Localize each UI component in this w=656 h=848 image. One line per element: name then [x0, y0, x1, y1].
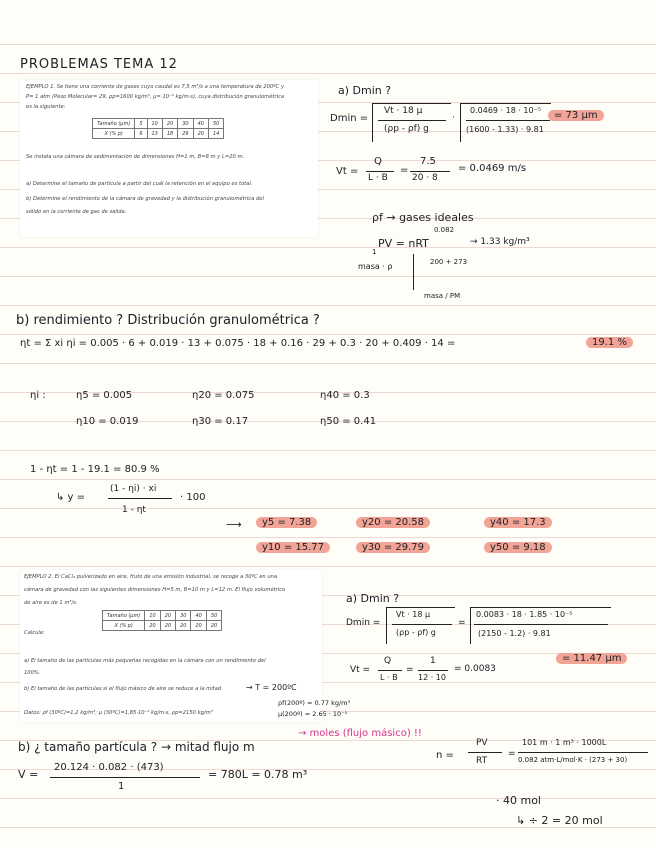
masa-label: masa · ρ — [358, 262, 393, 271]
fraction-bar — [392, 624, 452, 625]
fraction-bar — [410, 171, 450, 172]
equals: = — [458, 618, 466, 628]
n-den: RT — [476, 756, 488, 766]
result-arrow: ⟶ — [226, 518, 242, 531]
vt-num2: 7.5 — [420, 156, 436, 167]
ex2-item: a) El tamaño de las partículas más pequeñas recogidas en la cámara con un rendimiento del — [24, 658, 266, 664]
fraction-bar — [468, 752, 502, 753]
table-cell: Tamaño (μm) — [103, 611, 145, 621]
vt-den2: 20 · 8 — [412, 173, 438, 183]
table-cell: 29 — [178, 129, 193, 139]
ex2-item: b) El tamaño de las partículas si el flujo másico de aire se reduce a la mitad — [24, 686, 222, 692]
rho-f-note: ρf → gases ideales — [372, 211, 474, 224]
vt2-num2: 1 — [430, 656, 436, 666]
dot: · — [452, 113, 455, 123]
fraction-bar — [378, 670, 402, 671]
dmin2-den: (ρp - ρf) g — [396, 628, 436, 637]
table-cell: X (% p) — [93, 129, 135, 139]
pv-equation: PV = nRT — [378, 237, 429, 250]
dmin-den2: (1600 - 1.33) · 9.81 — [466, 125, 544, 134]
y10-result: y10 = 15.77 — [256, 542, 330, 553]
b-label: b) rendimiento ? Distribución granulométrica ? — [16, 313, 320, 328]
v-label: V = — [18, 768, 39, 781]
eta-50: η50 = 0.41 — [320, 416, 377, 427]
table-cell: 5 — [135, 119, 147, 129]
vt2-den: L · B — [380, 673, 398, 682]
ex2-calcule: Calcule: — [24, 630, 45, 636]
table-cell: 6 — [135, 129, 147, 139]
dmin2-den2: (2150 - 1.2) · 9.81 — [478, 629, 551, 638]
n-den2: 0.082 atm·L/mol·K · (273 + 30) — [518, 756, 628, 764]
rho-result: → 1.33 kg/m³ — [470, 237, 530, 247]
eta-5: η5 = 0.005 — [76, 390, 133, 401]
mol-20: ↳ ÷ 2 = 20 mol — [516, 814, 603, 827]
table-cell: Tamaño (μm) — [93, 119, 135, 129]
n-num: PV — [476, 738, 488, 748]
eta-equation: ηt = Σ xi ηi = 0.005 · 6 + 0.019 · 13 + 0.075 · 18 + 0.16 · 29 + 0.3 · 20 + 0.409 · 14 = — [20, 338, 456, 349]
ni-label: ηi : — [30, 390, 46, 401]
fraction-bar — [474, 624, 608, 625]
table-cell: 18 — [162, 129, 177, 139]
mol-40: · 40 mol — [496, 794, 541, 807]
vt2-result: = 0.0083 — [454, 664, 496, 674]
y50-result: y50 = 9.18 — [484, 542, 552, 553]
ex2-datos: Datos: ρf (30ºC)=1,2 kg/m³; μ (30ºC)=1,85·10⁻⁵ kg/m·s, ρp=2150 kg/m³ — [24, 710, 213, 716]
a-label: a) Dmin ? — [338, 84, 392, 97]
ex1-line: es la siguiente: — [26, 104, 66, 110]
eta-40: η40 = 0.3 — [320, 390, 370, 401]
masa-pm: masa / PM — [424, 292, 461, 300]
y-equation: ↳ y = — [56, 492, 86, 503]
vt-num: Q — [374, 156, 382, 167]
one-minus-eta: 1 - ηt = 1 - 19.1 = 80.9 % — [30, 464, 160, 475]
exercise-1-card — [20, 80, 318, 237]
t-value: 200 + 273 — [430, 258, 468, 266]
table-cell: 50 — [206, 611, 221, 621]
eta-30: η30 = 0.17 — [192, 416, 249, 427]
fraction-bar — [378, 120, 446, 121]
t-note: → T = 200ºC — [246, 683, 297, 692]
fraction-bar — [50, 777, 200, 778]
table-cell: X (% p) — [103, 621, 145, 631]
dmin2-num: Vt · 18 μ — [396, 610, 431, 619]
table-cell: 20 — [160, 621, 175, 631]
rho-note-2: μ(200º) = 2.65 · 10⁻⁵ — [278, 710, 348, 718]
exercise-2-card — [20, 570, 322, 722]
y-den: 1 - ηt — [122, 505, 146, 515]
vt-den: L · B — [368, 173, 388, 183]
dmin-result: = 73 μm — [548, 110, 604, 121]
y40-result: y40 = 17.3 — [484, 517, 552, 528]
v-result: = 780L = 0.78 m³ — [208, 768, 308, 781]
fraction-bar — [366, 171, 394, 172]
dmin2-num2: 0.0083 · 18 · 1.85 · 10⁻⁵ — [476, 610, 573, 619]
ex2-item: 100%. — [24, 670, 41, 676]
eta-20: η20 = 0.075 — [192, 390, 255, 401]
table-cell: 20 — [206, 621, 221, 631]
n-num2: 101 m · 1 m³ · 1000L — [522, 738, 607, 747]
equals: = — [508, 749, 516, 759]
ex1-sentence: Se instala una cámara de sedimentación de dimensiones H=1 m, B=8 m y L=20 m. — [26, 154, 245, 160]
ex2-line: de aire es de 1 m³/s. — [24, 600, 78, 606]
ex1-item: a) Determine el tamaño de partícula a partir del cuál la retención en el equipo es total. — [26, 181, 253, 187]
b2-label: b) ¿ tamaño partícula ? → mitad flujo m — [18, 740, 255, 754]
ex2-line: EJEMPLO 2. El CaCl₂ pulverizado en aire, fruto de una emisión industrial, se recoge a 30ºC en una — [24, 574, 278, 580]
table-cell: 50 — [209, 119, 224, 129]
equals: = — [400, 165, 409, 176]
table-cell: 14 — [209, 129, 224, 139]
table-cell: 30 — [176, 611, 191, 621]
table-cell: 10 — [147, 119, 162, 129]
vt2-label: Vt = — [350, 665, 371, 675]
a2-label: a) Dmin ? — [346, 592, 400, 605]
dmin-den: (ρp - ρf) g — [384, 124, 429, 134]
y30-result: y30 = 29.79 — [356, 542, 430, 553]
rho-note-1: ρf(200º) = 0.77 kg/m³ — [278, 699, 351, 707]
table-cell: 20 — [193, 129, 208, 139]
table-cell: 20 — [160, 611, 175, 621]
vt2-den2: 12 · 10 — [418, 673, 446, 682]
fraction-bar — [418, 670, 448, 671]
fraction-bar — [108, 498, 172, 499]
ex1-item: sólido en la corriente de gas de salida. — [26, 209, 127, 215]
vt2-num: Q — [384, 656, 392, 666]
n-label: n = — [436, 750, 454, 761]
ex2-table — [102, 610, 222, 631]
table-cell: 13 — [147, 129, 162, 139]
v-num: 20.124 · 0.082 · (473) — [54, 762, 164, 773]
dmin2-result: = 11.47 μm — [556, 653, 627, 664]
table-cell: 40 — [191, 611, 206, 621]
table-cell: 20 — [162, 119, 177, 129]
v-den: 1 — [118, 781, 125, 792]
table-cell: 40 — [193, 119, 208, 129]
y20-result: y20 = 20.58 — [356, 517, 430, 528]
table-cell: 20 — [191, 621, 206, 631]
r-value: 0.082 — [434, 226, 455, 234]
fraction-bar — [466, 120, 550, 121]
arrow-down — [413, 254, 414, 290]
vt-label: Vt = — [336, 166, 359, 177]
table-cell: 10 — [145, 611, 160, 621]
ex1-table — [92, 118, 224, 139]
table-cell: 20 — [145, 621, 160, 631]
eta-10: η10 = 0.019 — [76, 416, 139, 427]
y-mult: · 100 — [180, 492, 206, 503]
vt-result: = 0.0469 m/s — [458, 163, 527, 174]
dmin2-label: Dmin = — [346, 618, 381, 628]
dmin-num: Vt · 18 μ — [384, 106, 423, 116]
dmin-num2: 0.0469 · 18 · 10⁻⁵ — [470, 106, 542, 115]
moles-note: → moles (flujo másico) !! — [298, 728, 422, 739]
ex2-line: cámara de gravedad con las siguientes dimensiones H=5 m, B=10 m y L=12 m. El flujo volumétrico — [24, 587, 286, 593]
ex1-line: EJEMPLO 1. Se tiene una corriente de gases cuyo caudal es 7,5 m³/s a una temperatura de 200ºC y — [26, 84, 285, 90]
ex1-line: P= 1 atm (Peso Molecular= 29, ρp=1600 kg/m³, μ= 10⁻⁵ kg/m·s), cuya distribución granulométrica — [26, 94, 285, 100]
eta-result: 19.1 % — [586, 337, 633, 348]
table-cell: 20 — [176, 621, 191, 631]
ex1-item: b) Determine el rendimiento de la cámara de gravedad y la distribución granulométrica del — [26, 196, 264, 202]
equals: = — [406, 665, 414, 675]
dmin-label: Dmin = — [330, 113, 369, 124]
fraction-bar — [518, 752, 648, 753]
p-label: 1 — [372, 248, 377, 256]
y5-result: y5 = 7.38 — [256, 517, 317, 528]
y-num: (1 - ηi) · xi — [110, 484, 157, 494]
page-title: PROBLEMAS TEMA 12 — [20, 57, 178, 72]
table-cell: 30 — [178, 119, 193, 129]
